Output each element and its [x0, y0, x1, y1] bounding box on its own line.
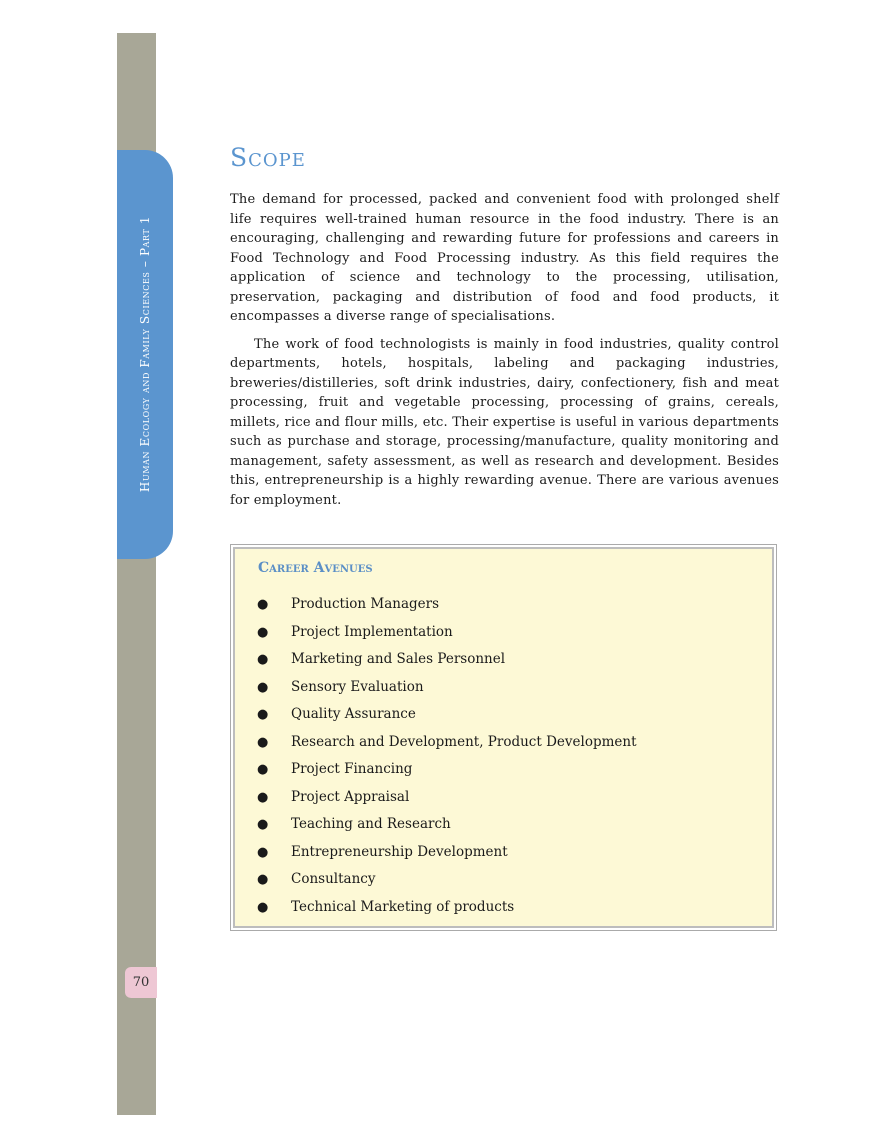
- list-item: [255, 701, 637, 729]
- paragraph: The work of food technologists is mainly in food industries, quality control departments, hotels, hospitals, labeling and packaging industries, breweries/distilleries, soft drink industries, dairy, confectionery, fish and meat processing, fruit and vegetable processing, processing of grains, cereals, millets, rice and flour mills, etc. Their expertise is useful in various departments such as purchase and storage, processing/manufacture, quality monitoring and management, safety assessment, as well as research and development. Besides this, entrepreneurship is a highly rewarding avenue. There are various avenues for employment.: [230, 336, 779, 508]
- bullet-icon: ●: [257, 789, 269, 805]
- list-item: [255, 756, 637, 784]
- list-item-label: Consultancy: [291, 871, 376, 887]
- list-item-label: Project Financing: [291, 761, 413, 777]
- bullet-icon: ●: [257, 679, 269, 695]
- list-item: [255, 646, 637, 674]
- career-avenues-panel: [233, 547, 774, 928]
- list-item: [255, 894, 637, 922]
- career-avenues-list: [255, 591, 637, 921]
- list-item-label: Production Managers: [291, 596, 440, 612]
- bullet-icon: ●: [257, 624, 269, 640]
- list-item: [255, 591, 637, 619]
- list-item-label: Teaching and Research: [291, 816, 451, 832]
- career-avenues-box: [230, 544, 777, 931]
- list-item: [255, 839, 637, 867]
- bullet-icon: ●: [257, 597, 269, 612]
- list-item: [255, 729, 637, 757]
- bullet-icon: ●: [257, 872, 269, 887]
- page-number: 70: [125, 967, 157, 998]
- list-item-label: Project Implementation: [291, 623, 453, 640]
- bullet-icon: ●: [257, 899, 269, 915]
- bullet-icon: ●: [257, 762, 269, 777]
- bullet-icon: ●: [257, 817, 269, 832]
- list-item: [255, 866, 637, 894]
- list-item-label: Research and Development, Product Development: [291, 733, 637, 750]
- bullet-icon: ●: [257, 844, 269, 860]
- bullet-icon: ●: [257, 707, 269, 722]
- paragraph: The demand for processed, packed and convenient food with prolonged shelf life requires well-trained human resource in the food industry. There is an encouraging, challenging and rewarding future for professions and careers in Food Technology and Food Processing industry. As this field requires the application of science and technology to the processing, utilisation, preservation, packaging and distribution of food and food products, it encompasses a diverse range of specialisations.: [230, 192, 779, 324]
- body-text: [230, 190, 779, 518]
- list-item-label: Entrepreneurship Development: [291, 843, 508, 860]
- list-item: [255, 784, 637, 812]
- list-item-label: Project Appraisal: [291, 788, 410, 805]
- bullet-icon: ●: [257, 652, 269, 667]
- list-item: [255, 674, 637, 702]
- list-item-label: Sensory Evaluation: [291, 678, 424, 695]
- list-item: [255, 619, 637, 647]
- career-avenues-title: Career Avenues: [258, 560, 373, 576]
- list-item: [255, 811, 637, 839]
- list-item-label: Marketing and Sales Personnel: [291, 651, 506, 667]
- list-item-label: Technical Marketing of products: [291, 898, 515, 915]
- section-title: Scope: [230, 143, 306, 172]
- list-item-label: Quality Assurance: [291, 706, 416, 722]
- bullet-icon: ●: [257, 734, 269, 750]
- running-title: Human Ecology and Family Sciences – Part 1: [138, 215, 152, 493]
